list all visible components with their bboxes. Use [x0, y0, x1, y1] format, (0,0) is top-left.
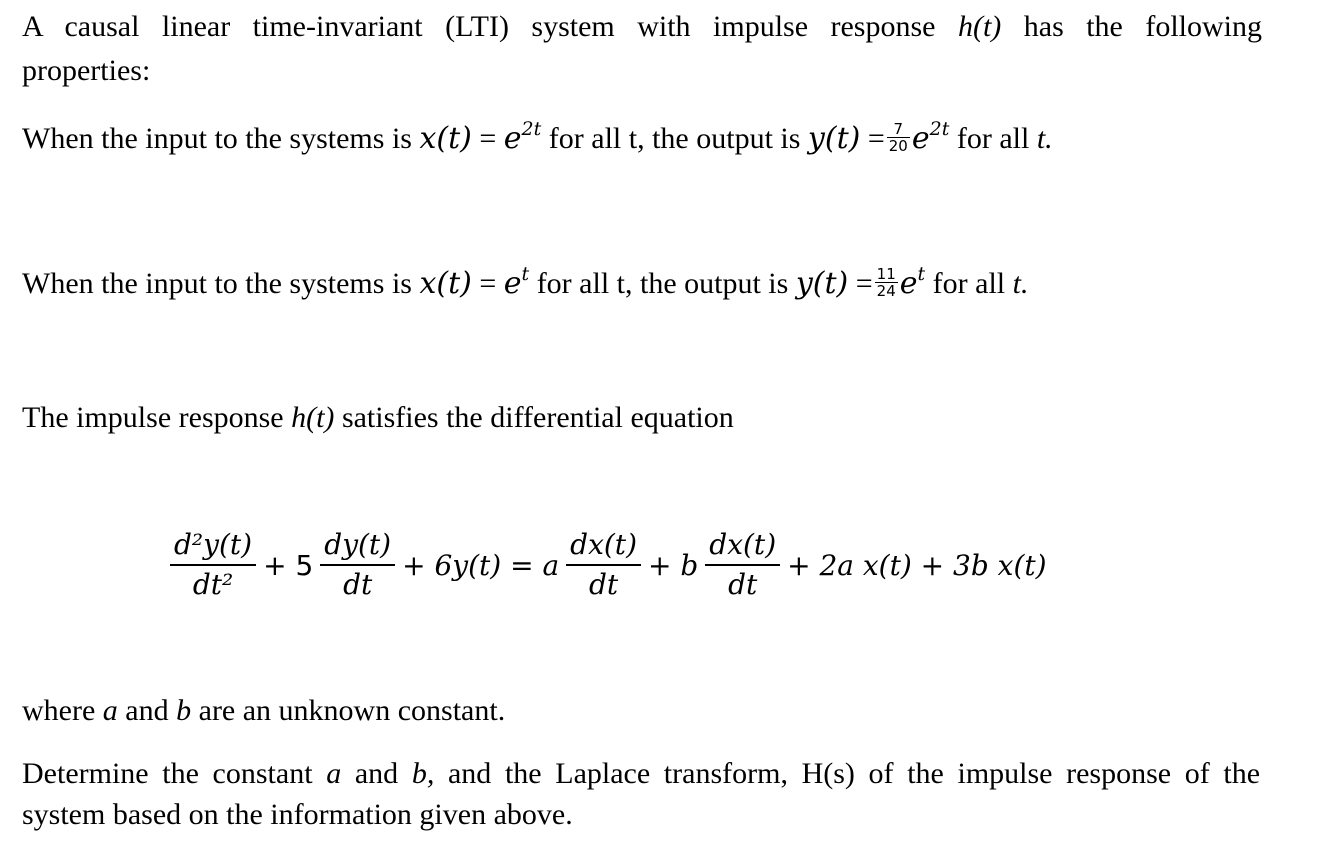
eq-plus-b: + b [648, 548, 699, 582]
eq-t2-num: dy(t) [320, 528, 395, 566]
p2-base2: e [899, 266, 918, 301]
question-line-2 [22, 798, 573, 832]
impulse-line [22, 401, 734, 435]
p1-base: e [503, 121, 522, 156]
eq-t4-den: dt [728, 568, 758, 601]
p2-eq2: = [855, 267, 873, 300]
p1-prefix: When the input to the systems is [22, 122, 412, 155]
p2-fraction [875, 266, 898, 299]
question-b: b, [411, 757, 435, 790]
eq-t3-den: dt [588, 568, 619, 601]
p2-eq: = [479, 267, 497, 300]
intro-text-end: has the following [1023, 10, 1263, 43]
where-w2: and [125, 694, 169, 727]
eq-t2-den: dt [343, 568, 373, 601]
question-q3: and the Laplace transform, H(s) of the impulse response of the [447, 757, 1261, 790]
question-line2-text: system based on the information given above. [22, 798, 573, 831]
eq-t1-num: d²y(t) [170, 528, 256, 566]
p2-den: 24 [876, 281, 896, 300]
p1-exp2: 2t [929, 118, 950, 140]
where-w3: are an unknown constant. [198, 694, 506, 727]
question-q2: and [354, 757, 399, 790]
p2-y: y(t) [795, 266, 849, 301]
p1-suffix: for all [956, 122, 1030, 155]
p2-exp: t [521, 263, 530, 285]
p1-base2: e [911, 121, 930, 156]
eq-term-2 [320, 528, 395, 602]
p2-exp2: t [917, 263, 926, 285]
eq-term-4 [705, 528, 780, 602]
where-a: a [102, 694, 118, 727]
p1-den: 20 [888, 136, 908, 155]
p1-middle: for all t, the output is [548, 122, 801, 155]
p1-t: t. [1036, 122, 1053, 155]
eq-t1-den: dt² [192, 568, 234, 601]
impulse-suffix: satisfies the differential equation [341, 401, 734, 434]
intro-line-2 [22, 54, 150, 88]
eq-middle: + 6y(t) = a [402, 548, 560, 582]
p2-x: x(t) [419, 266, 472, 301]
eq-term-1 [170, 528, 256, 602]
differential-equation [170, 528, 1047, 608]
intro-text: A causal linear time-invariant (LTI) system with impulse response [22, 10, 936, 43]
p2-suffix: for all [932, 267, 1006, 300]
eq-plus-5: + 5 [263, 548, 314, 582]
impulse-response-symbol: h(t) [957, 10, 1002, 43]
p1-exp: 2t [521, 118, 542, 140]
p1-eq: = [479, 122, 497, 155]
question-line-1 [22, 757, 1260, 791]
eq-t3-num: dx(t) [566, 528, 641, 566]
where-b: b [176, 694, 192, 727]
p1-x: x(t) [419, 121, 472, 156]
eq-term-3 [566, 528, 641, 602]
question-q1: Determine the constant [22, 757, 313, 790]
eq-t4-num: dx(t) [705, 528, 780, 566]
impulse-h: h(t) [291, 401, 335, 434]
p1-num: 7 [887, 121, 910, 138]
p2-prefix: When the input to the systems is [22, 267, 412, 300]
where-line [22, 694, 505, 728]
property-1 [22, 118, 1053, 159]
eq-tail: + 2a x(t) + 3b x(t) [787, 548, 1047, 582]
p2-t: t. [1012, 267, 1029, 300]
p2-base: e [503, 266, 522, 301]
where-w1: where [22, 694, 96, 727]
question-a: a [326, 757, 342, 790]
p2-num: 11 [876, 264, 896, 283]
p1-eq2: = [867, 122, 885, 155]
intro-line-1 [22, 10, 1262, 44]
intro-text-2: properties: [22, 54, 151, 87]
p1-y: y(t) [807, 121, 861, 156]
property-2 [22, 263, 1029, 304]
p2-middle: for all t, the output is [536, 267, 789, 300]
impulse-prefix: The impulse response [22, 401, 284, 434]
p1-fraction [887, 121, 910, 154]
